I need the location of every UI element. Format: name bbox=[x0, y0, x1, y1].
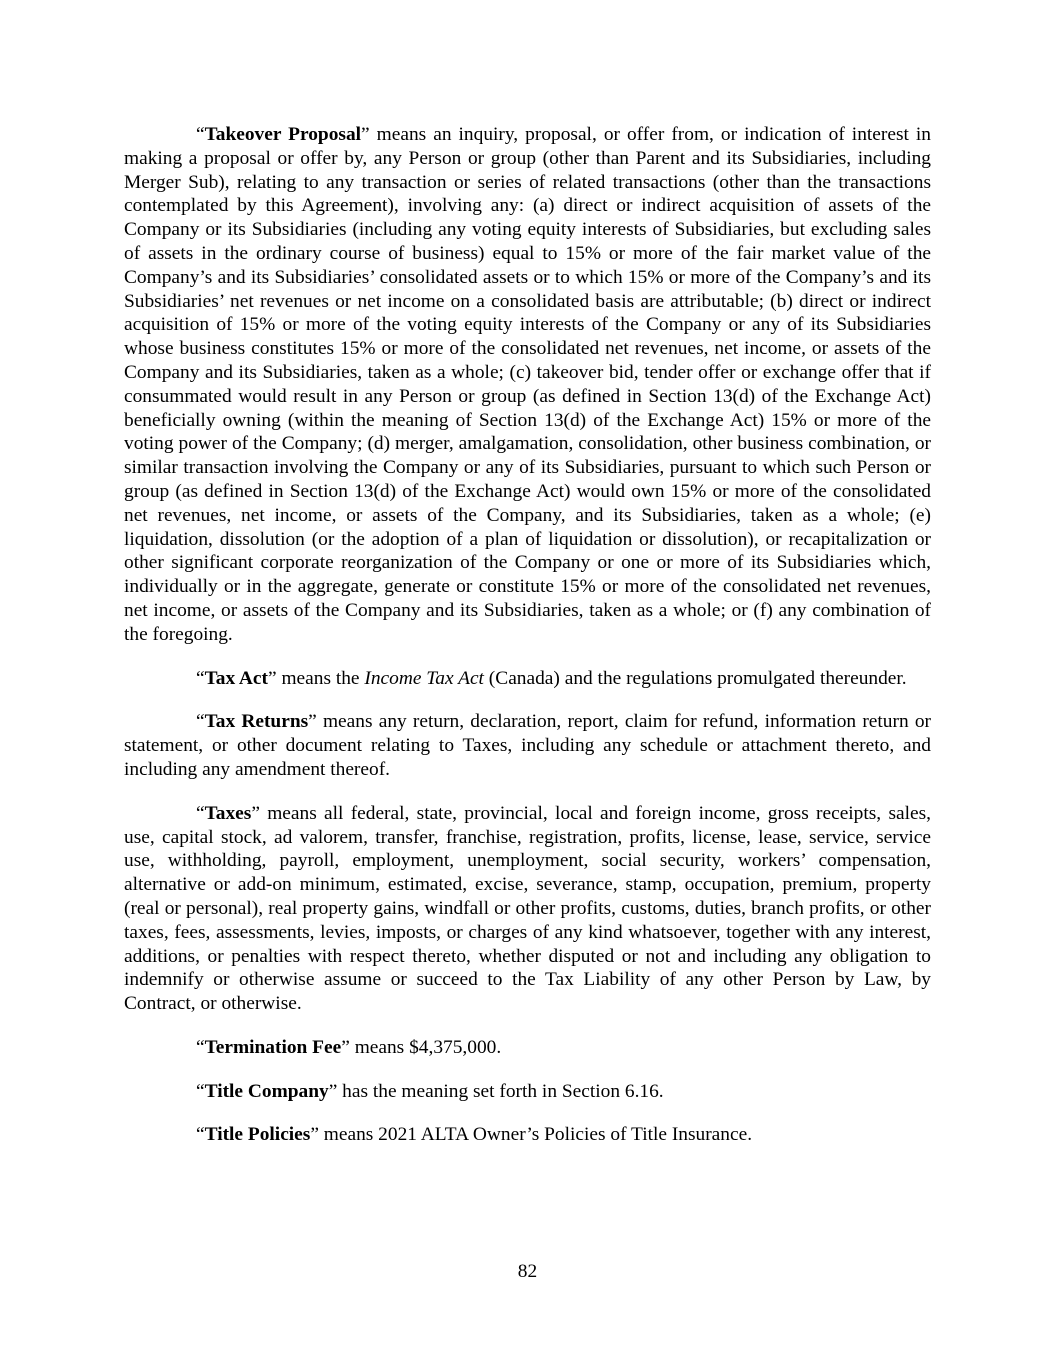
open-quote: “ bbox=[196, 1124, 205, 1146]
defined-term: Title Company bbox=[204, 1080, 329, 1102]
document-body bbox=[124, 123, 931, 1167]
close-quote: ” bbox=[251, 802, 260, 824]
definition-text: has the meaning set forth in Section 6.16. bbox=[337, 1080, 664, 1102]
statute-name: Income Tax Act bbox=[364, 667, 484, 689]
open-quote: “ bbox=[196, 667, 205, 689]
definition-tax-act bbox=[124, 667, 931, 691]
defined-term: Tax Returns bbox=[204, 711, 309, 733]
close-quote: ” bbox=[361, 124, 370, 145]
definition-termination-fee bbox=[124, 1036, 931, 1060]
defined-term: Termination Fee bbox=[204, 1036, 342, 1058]
definition-text: means all federal, state, provincial, local and foreign income, gross receipts, sales, use, capital stock, ad valorem, transfer, franchise, registration, profits, license, lease, service, service use, withholding, payroll, employment, unemployment, social security, workers’ compensation, alternative or add-on minimum, estimated, excise, severance, stamp, occupation, premium, property (real or personal), real property gains, windfall or other profits, customs, duties, branch profits, or other taxes, fees, assessments, levies, imposts, or charges of any kind whatsoever, together with any interest, additions, or penalties with respect thereto, whether disputed or not and including any obligation to indemnify or otherwise assume or succeed to the Tax Liability of any other Person by Law, by Contract, or otherwise. bbox=[124, 802, 931, 1015]
close-quote: ” bbox=[308, 711, 317, 733]
definition-text: means any return, declaration, report, claim for refund, information return or statement, or other document relating to Taxes, including any schedule or attachment thereto, and including any amendment thereof. bbox=[124, 711, 931, 780]
defined-term: Tax Act bbox=[204, 667, 268, 689]
open-quote: “ bbox=[196, 1036, 205, 1058]
page-number: 82 bbox=[517, 1261, 538, 1282]
close-quote: ” bbox=[310, 1124, 319, 1146]
open-quote: “ bbox=[196, 124, 205, 145]
close-quote: ” bbox=[341, 1036, 350, 1058]
definition-tax-returns bbox=[124, 710, 931, 781]
close-quote: ” bbox=[328, 1080, 338, 1102]
defined-term: Title Policies bbox=[204, 1124, 311, 1146]
definition-text: means $4,375,000. bbox=[349, 1036, 502, 1058]
close-quote: ” bbox=[268, 667, 277, 689]
definition-text: (Canada) and the regulations promulgated thereunder. bbox=[483, 667, 907, 689]
definition-takeover-proposal bbox=[124, 123, 931, 647]
defined-term: Taxes bbox=[204, 802, 252, 824]
definition-taxes bbox=[124, 802, 931, 1016]
definition-text: means an inquiry, proposal, or offer from, or indication of interest in making a proposal or offer by, any Person or group (other than Parent and its Subsidiaries, including Merger Sub), relating to any transaction or series of related transactions (other than the transactions contemplated by this Agreement), involving any: (a) direct or indirect acquisition of assets of the Company or its Subsidiaries (including any voting equity interests of Subsidiaries, but excluding sales of assets in the ordinary course of business) equal to 15% or more of the fair market value of the Company’s and its Subsidiaries’ consolidated assets or to which 15% or more of the Company’s and its Subsidiaries’ net revenues or net income on a consolidated basis are attributable; (b) direct or indirect acquisition of 15% or more of the voting equity interests of the Company or any of its Subsidiaries whose business constitutes 15% or more of the consolidated net revenues, net income, or assets of the Company and its Subsidiaries, taken as a whole; (c) takeover bid, tender offer or exchange offer that if consummated would result in any Person or group (as defined in Section 13(d) of the Exchange Act) beneficially owning (within the meaning of Section 13(d) of the Exchange Act) 15% or more of the voting power of the Company; (d) merger, amalgamation, consolidation, other business combination, or similar transaction involving the Company or any of its Subsidiaries, pursuant to which such Person or group (as defined in Section 13(d) of the Exchange Act) would own 15% or more of the consolidated net revenues, net income, or assets of the Company, and its Subsidiaries, taken as a whole; (e) liquidation, dissolution (or the adoption of a plan of liquidation or dissolution), or recapitalization or other significant corporate reorganization of the Company or one or more of its Subsidiaries which, individually or in the aggregate, generate or constitute 15% or more of the consolidated net revenues, net income, or assets of the Company and its Subsidiaries, taken as a whole; or (f) any combination of the foregoing. bbox=[124, 124, 931, 645]
definition-text: means the bbox=[276, 667, 365, 689]
open-quote: “ bbox=[196, 1080, 205, 1102]
defined-term: Takeover Proposal bbox=[204, 124, 362, 145]
definition-title-company bbox=[124, 1080, 931, 1104]
definition-title-policies bbox=[124, 1123, 931, 1147]
open-quote: “ bbox=[196, 711, 205, 733]
definition-text: means 2021 ALTA Owner’s Policies of Title Insurance. bbox=[318, 1124, 753, 1146]
open-quote: “ bbox=[196, 802, 205, 824]
